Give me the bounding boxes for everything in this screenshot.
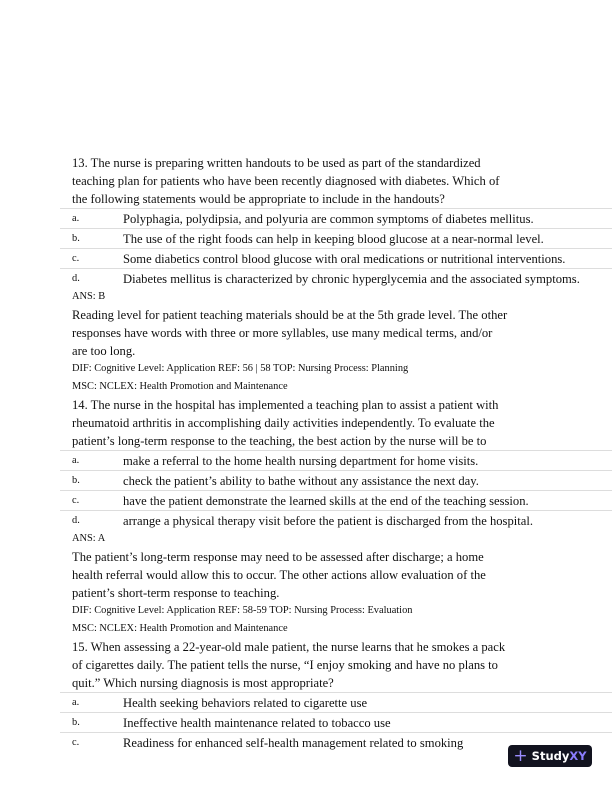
question-stem-line: 13. The nurse is preparing written handouts to be used as part of the standardized xyxy=(72,156,481,170)
document-body xyxy=(0,154,612,752)
answer-option xyxy=(60,248,612,268)
answer-key: ANS: A xyxy=(72,533,106,544)
question-stem-line: 14. The nurse in the hospital has implemented a teaching plan to assist a patient with xyxy=(72,398,499,412)
question-stem-line: of cigarettes daily. The patient tells the nurse, “I enjoy smoking and have no plans to xyxy=(72,658,498,672)
option-letter: d. xyxy=(72,515,80,526)
option-text: Ineffective health maintenance related to tobacco use xyxy=(123,716,391,730)
rationale-line: patient’s short-term response to teaching. xyxy=(72,586,280,600)
answer-option xyxy=(60,228,612,248)
difficulty-meta: DIF: Cognitive Level: Application REF: 56 | 58 TOP: Nursing Process: Planning xyxy=(72,363,409,374)
option-text: Polyphagia, polydipsia, and polyuria are common symptoms of diabetes mellitus. xyxy=(123,212,534,226)
difficulty-meta: DIF: Cognitive Level: Application REF: 58-59 TOP: Nursing Process: Evaluation xyxy=(72,605,413,616)
option-letter: b. xyxy=(72,475,80,486)
question-stem-line: rheumatoid arthritis in accomplishing daily activities independently. To evaluate the xyxy=(72,416,495,430)
question-stem-line: 15. When assessing a 22-year-old male patient, the nurse learns that he smokes a pack xyxy=(72,640,506,654)
msc-meta: MSC: NCLEX: Health Promotion and Maintenance xyxy=(72,381,288,392)
answer-option xyxy=(60,470,612,490)
question-stem-line: teaching plan for patients who have been recently diagnosed with diabetes. Which of xyxy=(72,174,500,188)
answer-option xyxy=(60,268,612,288)
option-text: Readiness for enhanced self-health management related to smoking xyxy=(123,736,464,750)
answer-option xyxy=(60,712,612,732)
question-stem-line: patient’s long-term response to the teaching, the best action by the nurse will be to xyxy=(72,434,487,448)
answer-option xyxy=(60,510,612,530)
rationale-line: The patient’s long-term response may need to be assessed after discharge; a home xyxy=(72,550,484,564)
option-letter: b. xyxy=(72,717,80,728)
answer-option xyxy=(60,208,612,228)
option-letter: a. xyxy=(72,213,80,224)
answer-key: ANS: B xyxy=(72,291,106,302)
logo-text-accent: XY xyxy=(569,749,587,763)
answer-option xyxy=(60,490,612,510)
option-text: have the patient demonstrate the learned skills at the end of the teaching session. xyxy=(123,494,529,508)
option-text: Some diabetics control blood glucose with oral medications or nutritional interventions. xyxy=(123,252,566,266)
question-block xyxy=(0,638,612,752)
option-letter: b. xyxy=(72,233,80,244)
question-stem-line: the following statements would be appropriate to include in the handouts? xyxy=(72,192,445,206)
msc-meta: MSC: NCLEX: Health Promotion and Maintenance xyxy=(72,623,288,634)
option-text: Health seeking behaviors related to cigarette use xyxy=(123,696,368,710)
option-letter: a. xyxy=(72,455,80,466)
option-letter: c. xyxy=(72,253,80,264)
answer-option xyxy=(60,692,612,712)
rationale-line: health referral would allow this to occur. The other actions allow evaluation of the xyxy=(72,568,486,582)
studyxy-logo[interactable] xyxy=(508,745,592,767)
option-letter: d. xyxy=(72,273,80,284)
rationale-line: responses have words with three or more syllables, use many medical terms, and/or xyxy=(72,326,493,340)
option-text: make a referral to the home health nursing department for home visits. xyxy=(123,454,479,468)
option-letter: c. xyxy=(72,737,80,748)
question-block xyxy=(0,396,612,638)
option-text: The use of the right foods can help in keeping blood glucose at a near-normal level. xyxy=(123,232,544,246)
option-text: Diabetes mellitus is characterized by chronic hyperglycemia and the associated symptoms. xyxy=(123,272,580,286)
option-text: arrange a physical therapy visit before the patient is discharged from the hospital. xyxy=(123,514,533,528)
plus-icon: + xyxy=(513,745,528,766)
option-letter: a. xyxy=(72,697,80,708)
answer-option xyxy=(60,450,612,470)
logo-text-main: Study xyxy=(531,749,570,763)
question-stem-line: quit.” Which nursing diagnosis is most appropriate? xyxy=(72,676,334,690)
rationale-line: are too long. xyxy=(72,344,136,358)
option-text: check the patient’s ability to bathe without any assistance the next day. xyxy=(123,474,479,488)
option-letter: c. xyxy=(72,495,80,506)
logo-text xyxy=(532,749,587,763)
question-block xyxy=(0,154,612,396)
rationale-line: Reading level for patient teaching materials should be at the 5th grade level. The other xyxy=(72,308,508,322)
